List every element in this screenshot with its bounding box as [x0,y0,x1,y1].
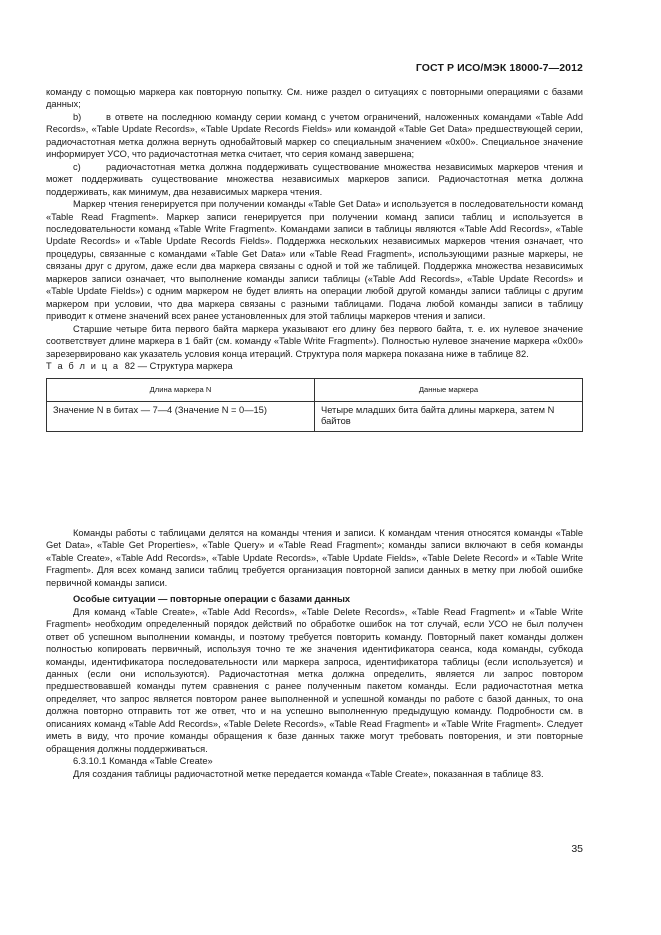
table-caption-label: Т а б л и ц а [46,360,120,371]
list-item-label: b) [73,111,82,122]
subsection-title: 6.3.10.1 Команда «Table Create» [73,756,213,767]
list-item-text: радиочастотная метка должна поддерживать существование множества независимых маркеров чтения и может поддерживать существование множества независимых маркеров записи. Радиочастотная метка должна поддерживать, как минимум, два независимых маркера чтения. [46,161,583,197]
table-row [47,401,583,431]
paragraph: Старшие четыре бита первого байта маркера указывают его длину без первого байта, т. е. их нулевое значение соответствует длине маркера в 1 байт (см. команду «Table Write Fragment»). Полностью нулевое значение маркера «0x00» зарезервировано как указатель условия конца итераций. Структура поля маркера показана ниже в таблице 82. [46,323,583,359]
list-item-c [46,161,583,198]
marker-structure-table [46,378,583,432]
document-header: ГОСТ Р ИСО/МЭК 18000-7—2012 [415,62,583,74]
table-cell: Значение N в битах — 7—4 (Значение N = 0—15) [47,401,315,431]
list-item-b [46,111,583,161]
list-item-text: в ответе на последнюю команду серии команд с учетом ограничений, наложенных командами «Table Add Records», «Table Update Records», «Table Update Records Fields» или командой «Table Get Data» предшествующей серии, радиочастотная метка должна вернуть однобайтовый маркер со специальным значением «0x00». Специальное значение информирует УСО, что радиочастотная метка считает, что серия команд завершена; [46,111,583,160]
paragraph-continuation: командy с помощью маркера как повторную попытку. См. ниже раздел о ситуациях с повторными операциями с базами данных; [46,87,583,110]
paragraph: Для создания таблицы радиочастотной метке передается команда «Table Create», показанная в таблице 83. [73,768,544,779]
body-text-top [46,86,583,432]
table-header-cell: Данные маркера [315,379,583,402]
paragraph: Для команд «Table Create», «Table Add Records», «Table Delete Records», «Table Read Fragment» и «Table Write Fragment» необходим определенный порядок действий по обработке ошибок на тот случай, если УСО не был получен ответ об успешном выполнении команды, и поэтому требуется повторить команду. Повторный пакет команды должен полностью копировать первичный, используя точно те же значения идентификатора сеанса, кода команды, субкода команды, идентификатора последовательности или маркера запроса, идентификатора таблицы (если используется) и данных (если они используются). Радиочастотная метка должна определить, является ли запрос повтором предшествовавшей команды путем сравнения с ранее полученным пакетом команды. Если радиочастотная метка определяет, что запрос является повтором ранее выполненной и успешной команды по работе с базой данных, то она должна повторно отправить тот же ответ, что и на успешно выполненную предыдущую команду. Подробности см. в описаниях команд «Table Add Records», «Table Delete Records», «Table Read Fragment» и «Table Write Fragment». Следует иметь в виду, что прочие команды обращения к базе данных также могут требовать повторения, и эти повторные обращения должны поддерживаться. [46,606,583,754]
section-heading: Особые ситуации — повторные операции с базами данных [73,594,351,605]
body-text-bottom [46,527,583,780]
table-caption-text: 82 — Структура маркера [124,360,233,371]
paragraph: Маркер чтения генерируется при получении команды «Table Get Data» и используется в последовательности команд «Table Read Fragment». Маркер записи генерируется при получении команд записи таблиц и используется в последовательности команд «Table Write Fragment». Командами записи в таблицы являются «Table Add Records», «Table Update Records» и «Table Update Records Fields». Поддержка нескольких независимых маркеров чтения означает, что процедуры, связанные с командами «Table Get Data» или «Table Read Fragment», использующими разные маркеры, не связаны друг с другом, даже если два маркера связаны с одной и той же таблицей. Поддержка множества независимых маркеров записи означает, что выполнение команды записи таблицы («Table Add Records», «Table Update Records» и «Table Update Fields») с одним маркером не будет влиять на операции любой другой команды записи таблицы с другим маркером при условии, что два маркера связаны с разными таблицами. Подача любой команды записи в таблицу приводит к отмене значений всех ранее установленных для этой таблицы маркеров чтения и записи. [46,199,583,322]
table-header-row [47,379,583,402]
table-caption [46,360,583,372]
table-header-cell: Длина маркера N [47,379,315,402]
table-cell: Четыре младших бита байта длины маркера, затем N байтов [315,401,583,431]
list-item-label: c) [73,161,81,172]
paragraph: Команды работы с таблицами делятся на команды чтения и записи. К командам чтения относятся команды «Table Get Data», «Table Get Properties», «Table Query» и «Table Read Fragment»; команды записи включают в себя команды «Table Create», «Table Add Records», «Table Update Records», «Table Update Fields», «Table Delete Record» и «Table Write Fragment». Для всех команд записи таблиц требуется организация повторной записи данных в метку при любой ошибке первичной команды записи. [46,528,583,588]
page-number: 35 [571,843,583,855]
